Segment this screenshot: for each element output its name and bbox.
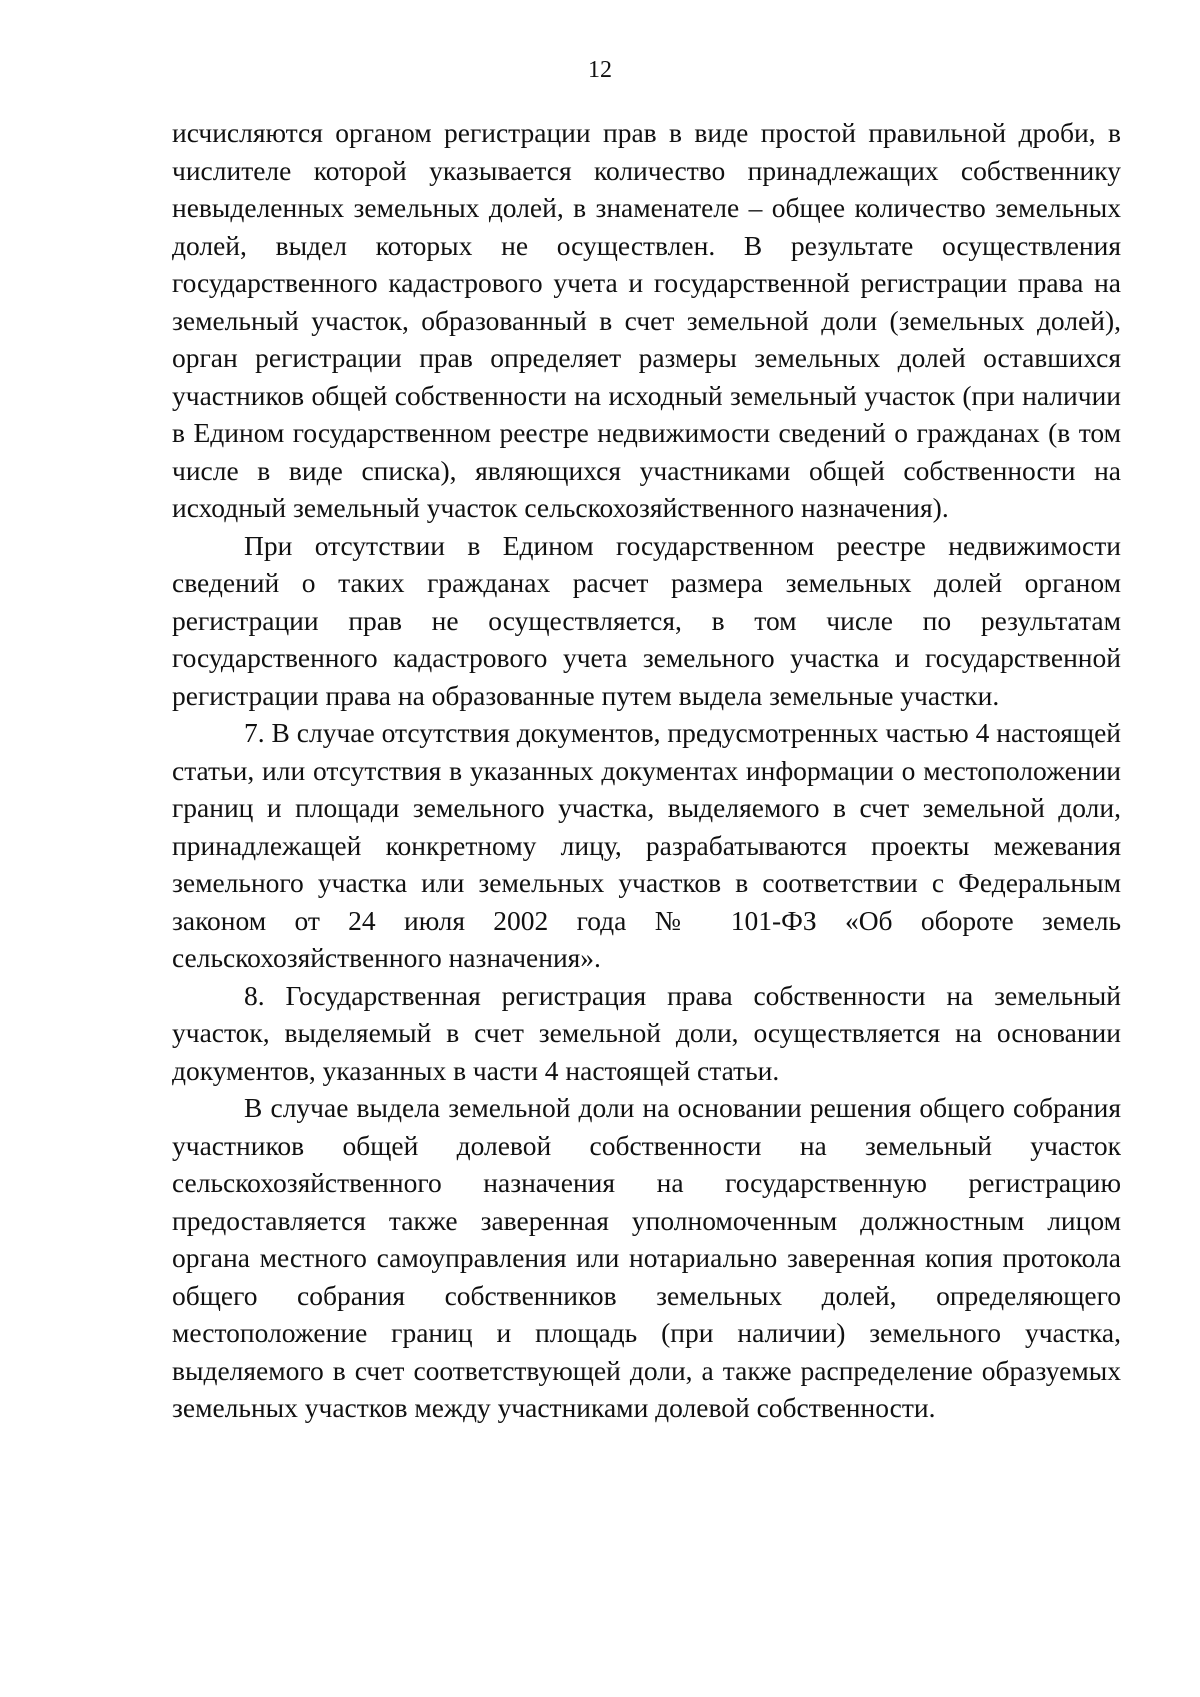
document-body	[172, 114, 1121, 1427]
paragraph-3: 7. В случае отсутствия документов, предусмотренных частью 4 настоящей статьи, или отсутствия в указанных документах информации о местоположении границ и площади земельного участка, выделяемого в счет земельной доли, принадлежащей конкретному лицу, разрабатываются проекты межевания земельного участка или земельных участков в соответствии с Федеральным законом от 24 июля 2002 года № 101-ФЗ «Об обороте земель сельскохозяйственного назначения».	[172, 717, 1121, 973]
page-number: 12	[588, 57, 612, 83]
paragraph-1: исчисляются органом регистрации прав в виде простой правильной дроби, в числителе которой указывается количество принадлежащих собственнику невыделенных земельных долей, в знаменателе – общее количество земельных долей, выдел которых не осуществлен. В результате осуществления государственного кадастрового учета и государственной регистрации права на земельный участок, образованный в счет земельной доли (земельных долей), орган регистрации прав определяет размеры земельных долей оставшихся участников общей собственности на исходный земельный участок (при наличии в Едином государственном реестре недвижимости сведений о гражданах (в том числе в виде списка), являющихся участниками общей собственности на исходный земельный участок сельскохозяйственного назначения).	[172, 117, 1121, 523]
paragraph-2: При отсутствии в Едином государственном реестре недвижимости сведений о таких гражданах расчет размера земельных долей органом регистрации прав не осуществляется, в том числе по результатам государственного кадастрового учета земельного участка и государственной регистрации права на образованные путем выдела земельные участки.	[172, 529, 1121, 711]
paragraph-5: В случае выдела земельной доли на основании решения общего собрания участников общей долевой собственности на земельный участок сельскохозяйственного назначения на государственную регистрацию предоставляется также заверенная уполномоченным должностным лицом органа местного самоуправления или нотариально заверенная копия протокола общего собрания собственников земельных долей, определяющего местоположение границ и площадь (при наличии) земельного участка, выделяемого в счет соответствующей доли, а также распределение образуемых земельных участков между участниками долевой собственности.	[172, 1092, 1121, 1423]
paragraph-4: 8. Государственная регистрация права собственности на земельный участок, выделяемый в счет земельной доли, осуществляется на основании документов, указанных в части 4 настоящей статьи.	[172, 979, 1121, 1086]
